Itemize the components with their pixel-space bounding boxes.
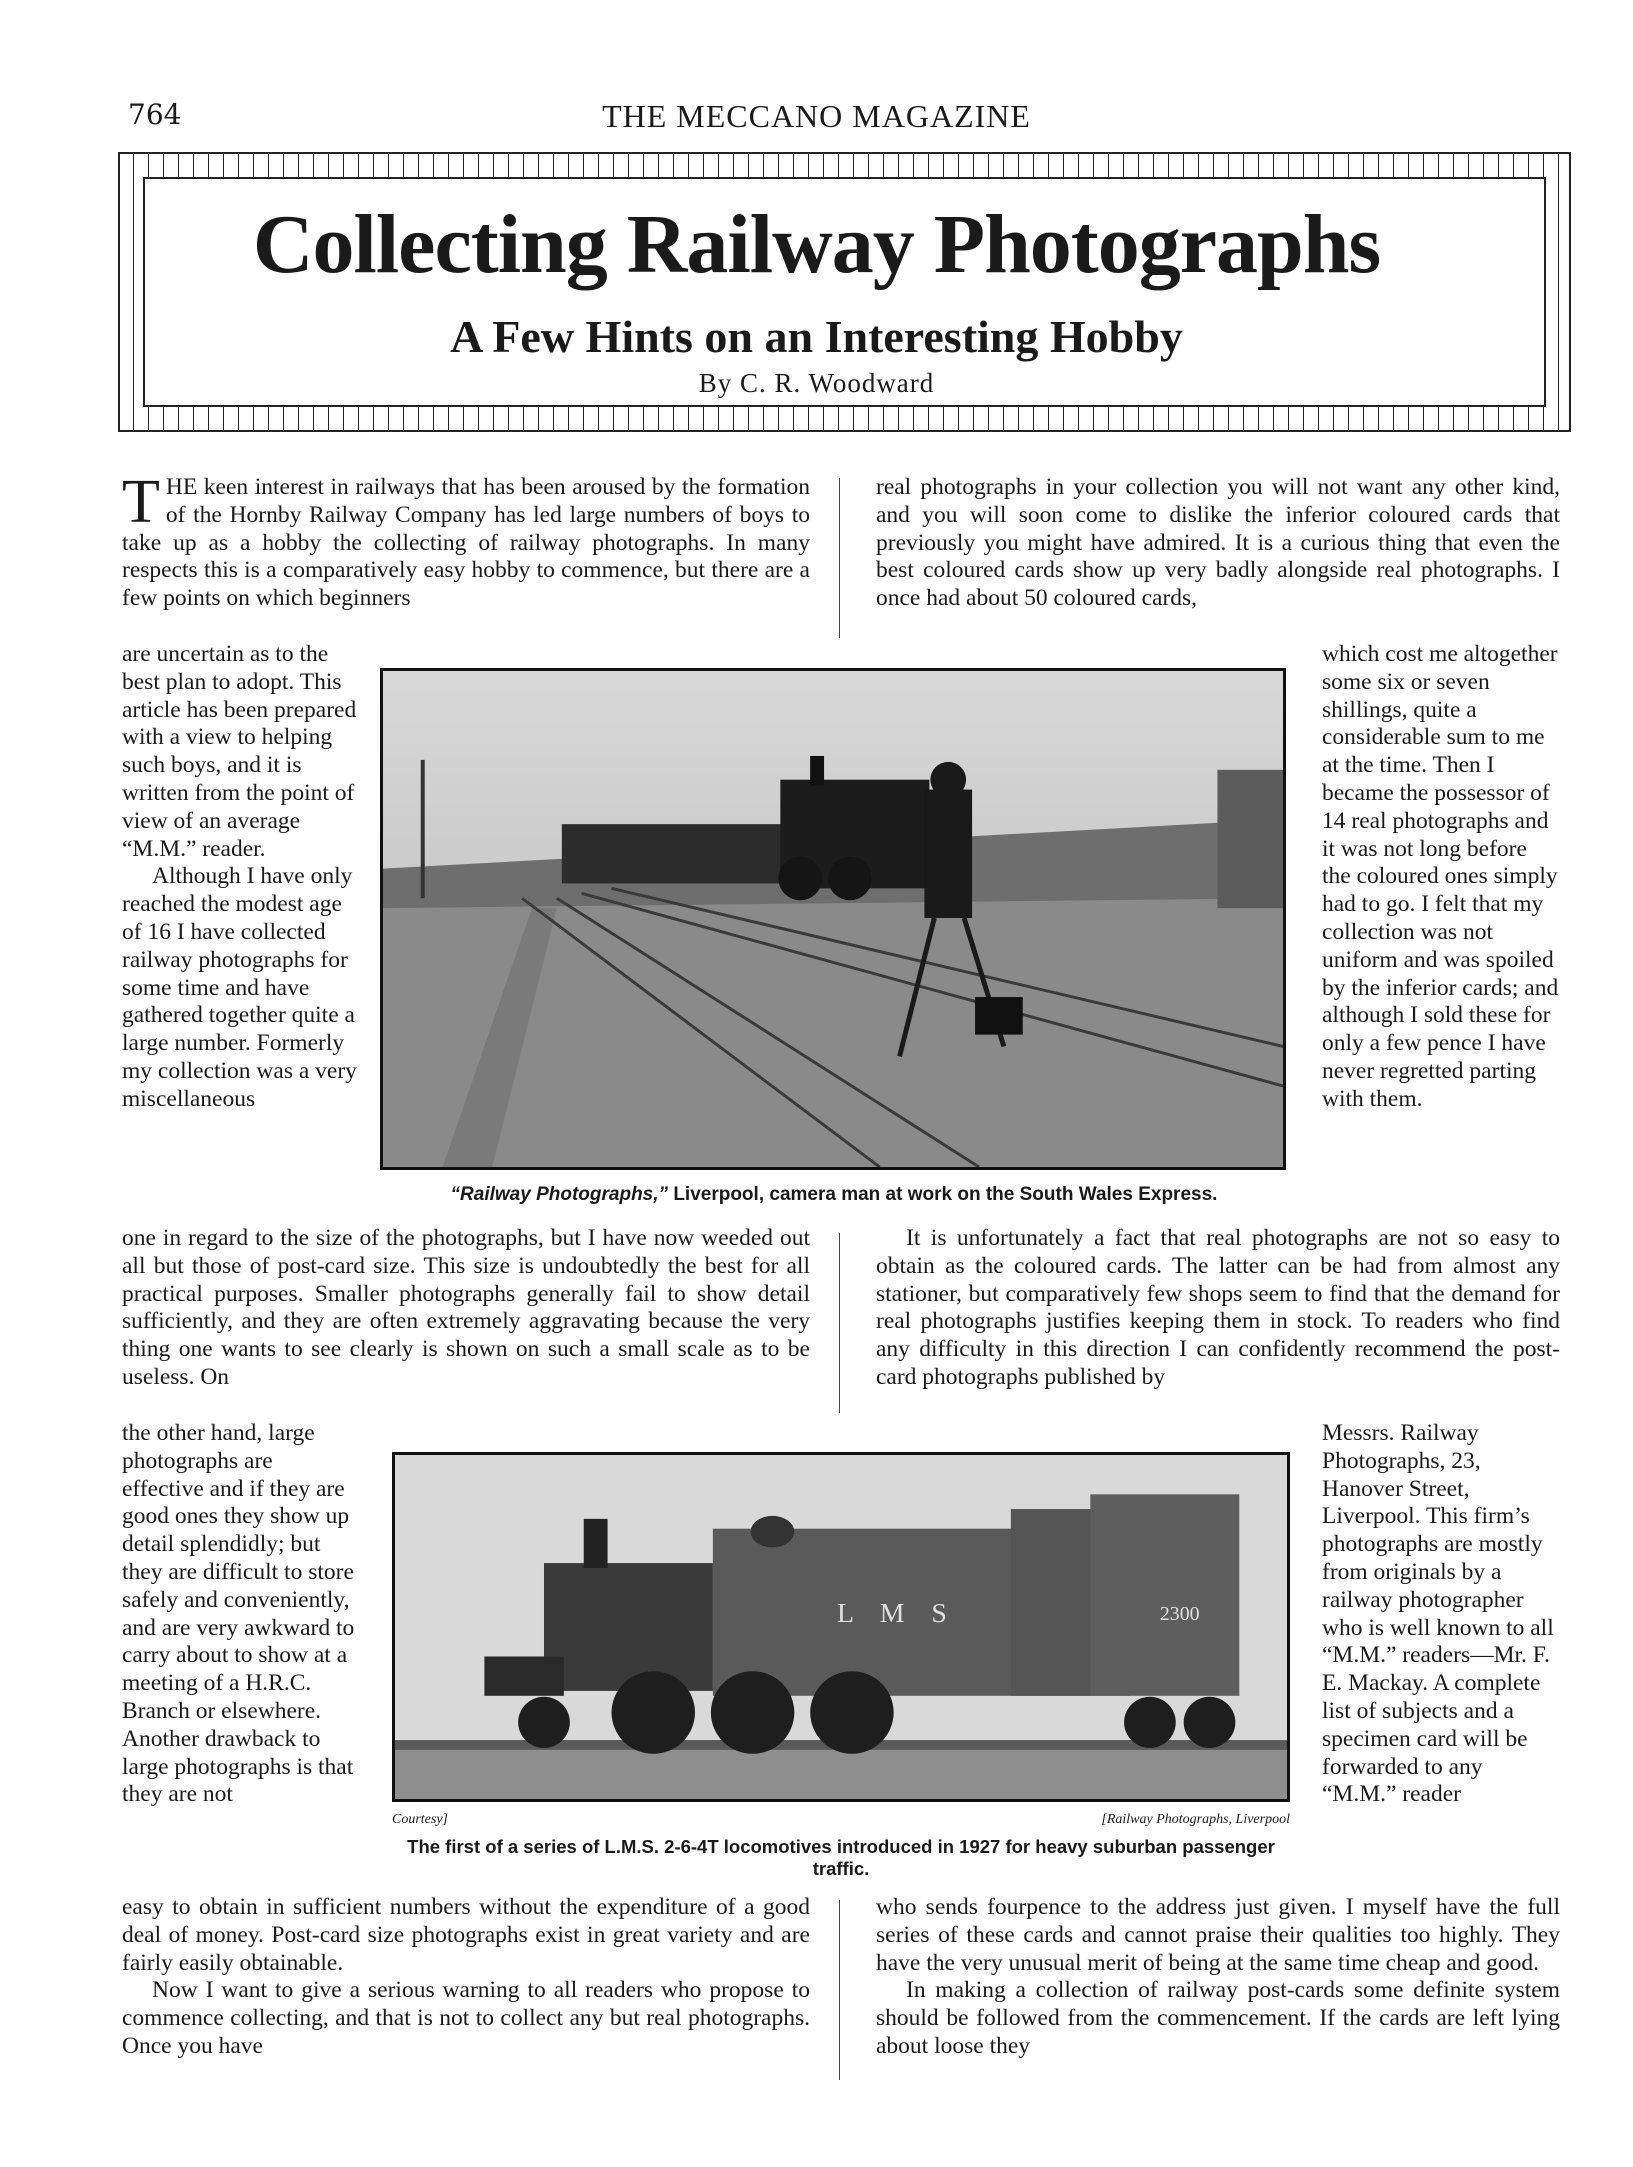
paragraph: real photographs in your collection you will not want any other kind, and you will soon come to dislike the inferior coloured cards that previously you might have admired. It is a curious thing that even the best coloured cards show up very badly alongside real photographs. I once had about 50 coloured cards, bbox=[876, 474, 1560, 612]
column-rule bbox=[839, 1900, 840, 2080]
caption-italic: “Railway Photographs,” bbox=[450, 1184, 669, 1205]
photo-railway-scene bbox=[383, 671, 1283, 1167]
photo1-caption bbox=[378, 1184, 1290, 1206]
article-byline: By C. R. Woodward bbox=[698, 368, 935, 398]
paragraph: HE keen interest in railways that has been aroused by the formation of the Hornby Railway Company has led large numbers of boys to take up as a hobby the collecting of railway photographs. In many respects this is a comparatively easy hobby to commence, but there are a few points on which beginners bbox=[122, 474, 810, 612]
column-right-mid bbox=[876, 1225, 1560, 1392]
paragraph: the other hand, large photographs are effective and if they are good ones they show up detail splendidly; but they are difficult to store safely and conveniently, and are very awkward to carry about to show at a meeting of a H.R.C. Branch or elsewhere. Another drawback to large photographs is that they are not bbox=[122, 1420, 355, 1808]
drop-cap: T bbox=[122, 468, 160, 536]
caption-text: Liverpool, camera man at work on the South Wales Express. bbox=[673, 1184, 1218, 1205]
column-rule bbox=[839, 478, 840, 638]
column-rule bbox=[839, 1233, 840, 1413]
article-subtitle: A Few Hints on an Interesting Hobby bbox=[450, 311, 1183, 362]
column-right-bottom bbox=[876, 1894, 1560, 2061]
paragraph: easy to obtain in sufficient numbers without the expenditure of a good deal of money. Post-card size photographs exist in great variety and are fairly easily obtainable. bbox=[122, 1894, 810, 1976]
paragraph: which cost me altogether some six or seven shillings, quite a considerable sum to me at the time. Then I became the possessor of 14 real photographs and it was not long before the coloured ones simply had to go. I felt that my collection was not uniform and was spoiled by the inferior cards; and although I sold these for only a few pence I have never regretted parting with them. bbox=[1322, 641, 1559, 1112]
paragraph: Now I want to give a serious warning to all readers who propose to commence collecting, and that is not to collect any but real photographs. Once you have bbox=[122, 1977, 810, 2059]
column-right-narrow-1 bbox=[1322, 641, 1560, 1114]
column-left-mid bbox=[122, 1225, 810, 1392]
paragraph: Although I have only reached the modest age of 16 I have collected railway photographs for some time and have gathered together quite a large number. Formerly my collection was a very miscellaneous bbox=[122, 863, 357, 1112]
photo2-credit-left: Courtesy] bbox=[392, 1812, 448, 1827]
photo2-caption: The first of a series of L.M.S. 2-6-4T locomotives introduced in 1927 for heavy suburban passenger traffic. bbox=[407, 1836, 1275, 1879]
column-left-narrow-2 bbox=[122, 1420, 360, 1809]
photo-locomotive-illustration bbox=[395, 1455, 1287, 1799]
paragraph: It is unfortunately a fact that real photographs are not so easy to obtain as the coloured cards. The latter can be had from almost any stationer, but comparatively few shops seem to find that the demand for real photographs justifies keeping them in stock. To readers who find any difficulty in this direction I can confidently recommend the post-card photographs published by bbox=[876, 1225, 1560, 1390]
paragraph: Messrs. Railway Photographs, 23, Hanover Street, Liverpool. This firm’s photographs are mostly from originals by a railway photographer who is well known to all “M.M.” readers—Mr. F. E. Mackay. A complete list of subjects and a specimen card will be forwarded to any “M.M.” reader bbox=[1322, 1420, 1554, 1808]
column-left-bottom bbox=[122, 1894, 810, 2061]
column-left-narrow-1 bbox=[122, 641, 360, 1114]
article-title: Collecting Railway Photographs bbox=[252, 198, 1381, 291]
magazine-title: THE MECCANO MAGAZINE bbox=[602, 98, 1031, 134]
column-right-top bbox=[876, 474, 1560, 613]
loco-number: 2300 bbox=[1159, 1603, 1200, 1626]
page-number: 764 bbox=[128, 98, 182, 131]
paragraph: one in regard to the size of the photographs, but I have now weeded out all but those of post-card size. This size is undoubtedly the best for all practical purposes. Smaller photographs generally fail to show detail sufficiently, and they are often extremely aggravating because the very thing one wants to see clearly is shown on such a small scale as to be useless. On bbox=[122, 1225, 810, 1390]
photo-lms-locomotive bbox=[392, 1452, 1290, 1802]
column-left-top bbox=[122, 468, 810, 613]
photo-camera-man-south-wales-express bbox=[380, 668, 1286, 1170]
paragraph: In making a collection of railway post-cards some definite system should be followed from the commencement. If the cards are left lying about loose they bbox=[876, 1977, 1560, 2059]
paragraph: are uncertain as to the best plan to adopt. This article has been prepared with a view to helping such boys, and it is written from the point of view of an average “M.M.” reader. bbox=[122, 641, 357, 862]
page-header bbox=[0, 98, 1633, 138]
photo2-credit-right: [Railway Photographs, Liverpool bbox=[1101, 1812, 1290, 1827]
column-right-narrow-2 bbox=[1322, 1420, 1560, 1809]
loco-lettering: L M S bbox=[837, 1597, 957, 1629]
paragraph: who sends fourpence to the address just given. I myself have the full series of these cards and cannot praise their qualities too highly. They have the very unusual merit of being at the same time cheap and good. bbox=[876, 1894, 1560, 1976]
